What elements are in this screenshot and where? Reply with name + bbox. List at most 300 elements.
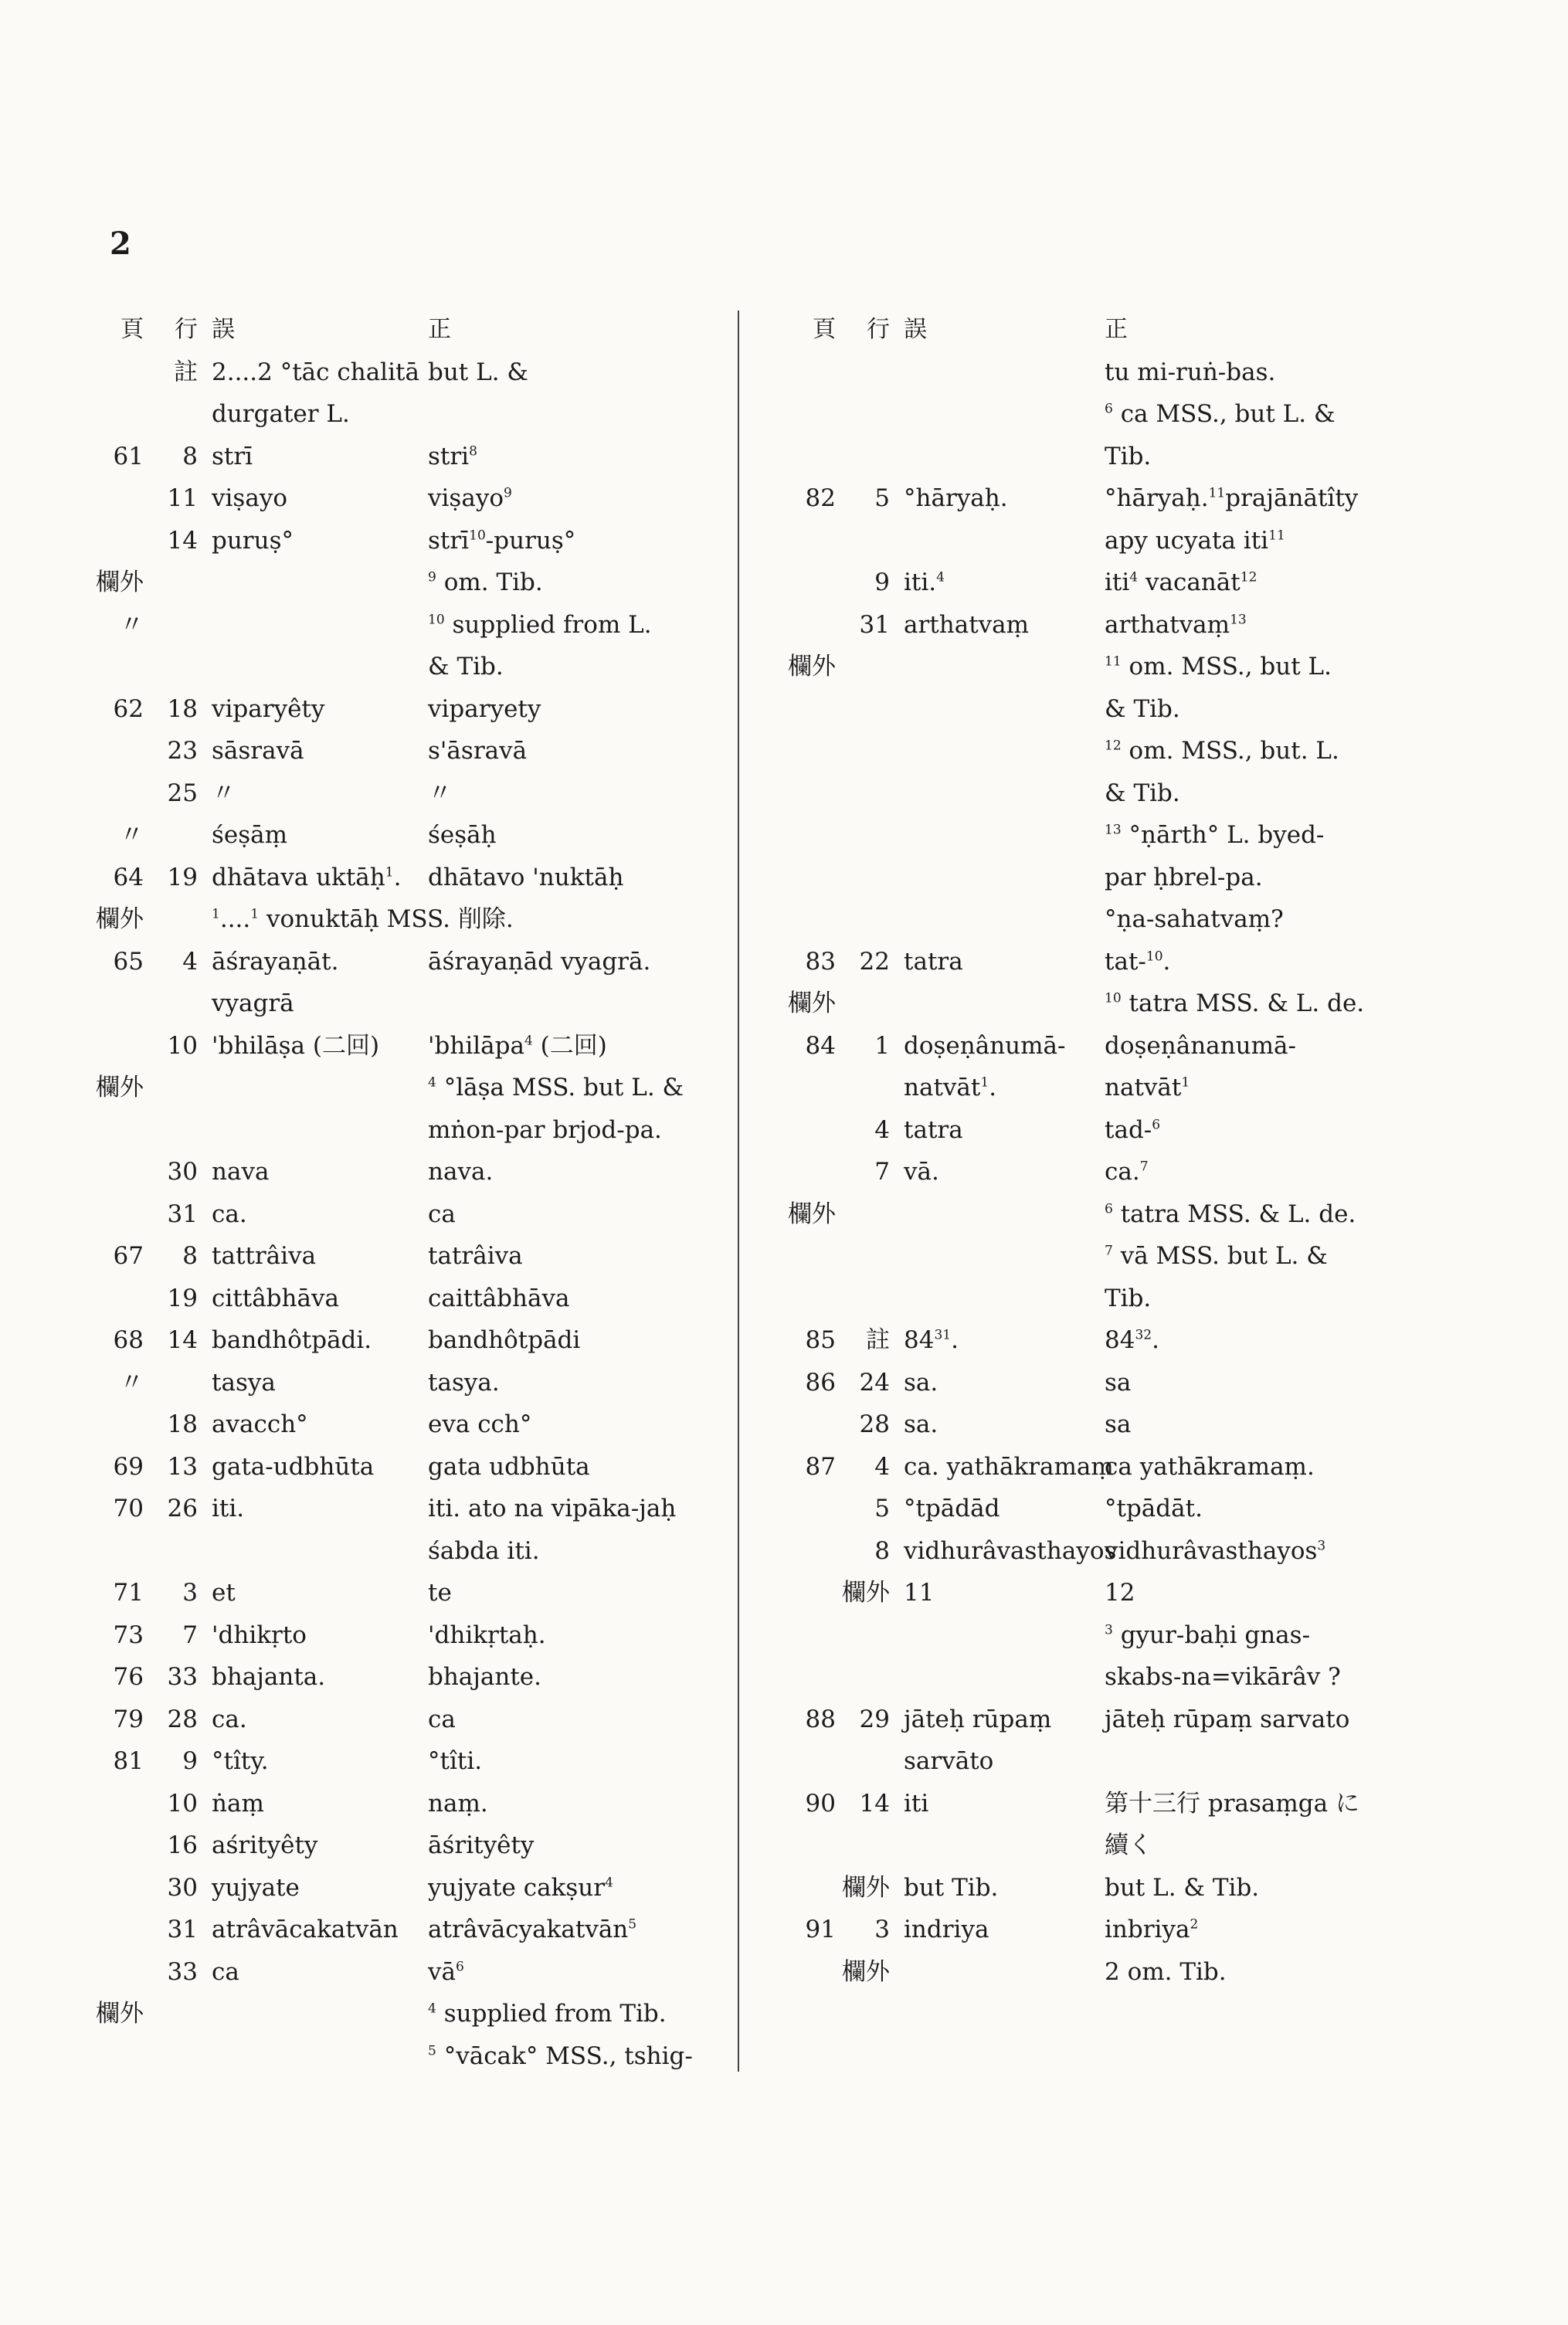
line-ref: 13 <box>167 1452 198 1481</box>
errata-row <box>788 814 1421 857</box>
errata-row <box>788 1151 1421 1193</box>
correct-reading: ca yathākramaṃ. <box>1105 1452 1315 1481</box>
page-ref: 85 <box>805 1326 836 1354</box>
correct-reading: viṣayo$^9$ <box>428 484 512 512</box>
page-number: 2 <box>110 226 131 262</box>
correct-reading: °hāryaḥ.$^{11}$prajānātîty <box>1105 484 1359 512</box>
line-ref: 5 <box>874 484 890 512</box>
header-right: 正 <box>1105 316 1128 343</box>
correct-reading: caittâbhāva <box>428 1284 570 1312</box>
errata-row <box>96 1025 729 1067</box>
errata-row <box>96 1319 729 1362</box>
page-ref: 86 <box>805 1368 836 1397</box>
correct-reading: & Tib. <box>1105 694 1180 723</box>
page-ref: 87 <box>805 1452 836 1481</box>
errata-row <box>96 1278 729 1320</box>
errata-row <box>788 562 1421 604</box>
line-ref: 8 <box>182 442 198 470</box>
errata-row <box>788 1278 1421 1320</box>
right-rows <box>788 351 1421 1994</box>
correct-reading: 第十三行 prasaṃga に <box>1105 1789 1359 1818</box>
correct-reading: viparyety <box>428 694 541 723</box>
header-row <box>96 309 729 351</box>
errata-row <box>788 436 1421 478</box>
wrong-reading: $84^{31}$. <box>904 1326 959 1354</box>
page-ref: 欄外 <box>788 653 836 681</box>
errata-row <box>96 857 729 899</box>
wrong-reading: āśrayaṇāt. <box>212 947 339 976</box>
errata-row <box>96 351 729 394</box>
correct-reading: eva cch° <box>428 1410 532 1438</box>
errata-row <box>788 1067 1421 1109</box>
page-ref: 〃 <box>120 1368 144 1397</box>
line-ref: 14 <box>859 1789 890 1818</box>
correct-reading: $^6$ ca MSS., but L. & <box>1105 400 1336 428</box>
page-ref: 67 <box>113 1242 144 1270</box>
wrong-reading: iti.$^4$ <box>904 569 945 596</box>
errata-row <box>96 1951 729 1994</box>
wrong-reading: ca. <box>212 1200 247 1228</box>
errata-row <box>96 477 729 520</box>
line-ref: 30 <box>167 1158 198 1186</box>
line-ref: 16 <box>167 1831 198 1859</box>
wrong-reading: indriya <box>904 1916 989 1943</box>
page-ref: 欄外 <box>96 569 144 596</box>
errata-row <box>96 730 729 772</box>
wrong-reading: cittâbhāva <box>212 1284 339 1312</box>
wrong-reading: ca. <box>212 1705 247 1733</box>
line-ref: 4 <box>874 1115 890 1144</box>
line-ref: 33 <box>167 1957 198 1986</box>
errata-row <box>96 1235 729 1278</box>
errata-row <box>788 1572 1421 1614</box>
wrong-reading: dhātava uktāḥ$^1$. <box>212 863 402 891</box>
errata-row <box>96 1993 729 2035</box>
line-ref: 23 <box>167 737 198 765</box>
correct-reading: naṃ. <box>428 1789 488 1818</box>
errata-row <box>788 1867 1421 1909</box>
line-ref: 11 <box>167 484 198 512</box>
line-ref: 8 <box>874 1536 890 1565</box>
errata-row <box>788 520 1421 562</box>
errata-row <box>788 1362 1421 1404</box>
errata-row <box>788 730 1421 772</box>
left-rows <box>96 351 729 2078</box>
errata-row <box>788 1656 1421 1699</box>
correct-reading: doṣeṇânanumā- <box>1105 1031 1296 1060</box>
line-ref: 28 <box>167 1705 198 1733</box>
wrong-reading: avacch° <box>212 1410 308 1438</box>
errata-row <box>788 1951 1421 1994</box>
errata-column-right <box>788 309 1421 1993</box>
page-ref: 84 <box>805 1031 836 1060</box>
page-ref: 82 <box>805 484 836 512</box>
errata-row <box>96 520 729 562</box>
correct-reading: s'āsravā <box>428 737 528 765</box>
correct-reading: arthatvaṃ$^{13}$ <box>1105 610 1247 639</box>
line-ref: 註 <box>866 1326 890 1354</box>
page-ref: 欄外 <box>96 1074 144 1101</box>
correct-reading: $^{10}$ tatra MSS. & L. de. <box>1105 989 1365 1017</box>
correct-reading: 續く <box>1105 1831 1152 1859</box>
correct-reading: 'bhilāpa$^4$ (二回) <box>428 1031 607 1060</box>
correct-reading: āśrityêty <box>428 1831 535 1859</box>
wrong-reading: strī <box>212 442 253 470</box>
page-ref: 欄外 <box>788 1200 836 1228</box>
header-wrong: 誤 <box>904 316 927 343</box>
correct-reading: apy ucyata iti$^{11}$ <box>1105 526 1285 555</box>
wrong-reading: durgater L. <box>212 400 350 428</box>
page-ref: 61 <box>113 442 144 470</box>
line-ref: 31 <box>167 1200 198 1228</box>
line-ref: 14 <box>167 526 198 555</box>
wrong-reading: sa. <box>904 1368 938 1397</box>
errata-row <box>96 1572 729 1614</box>
correct-reading: & Tib. <box>1105 779 1180 807</box>
wrong-reading: viṣayo <box>212 484 287 512</box>
correct-reading: $^6$ tatra MSS. & L. de. <box>1105 1200 1356 1228</box>
line-ref: 欄外 <box>842 1957 890 1986</box>
line-ref: 14 <box>167 1326 198 1354</box>
wrong-reading: sāsravā <box>212 737 304 765</box>
correct-reading: sa <box>1105 1410 1132 1438</box>
correct-reading: ca <box>428 1705 456 1733</box>
page-ref: 〃 <box>120 610 144 639</box>
line-ref: 18 <box>167 1410 198 1438</box>
correct-reading: śabda iti. <box>428 1536 540 1565</box>
wrong-reading: tatra <box>904 1115 963 1144</box>
line-ref: 31 <box>859 610 890 639</box>
wrong-reading: jāteḥ rūpaṃ <box>904 1705 1052 1733</box>
line-ref: 30 <box>167 1873 198 1902</box>
line-ref: 24 <box>859 1368 890 1397</box>
correct-reading: $84^{32}$. <box>1105 1326 1159 1354</box>
errata-row <box>96 646 729 688</box>
correct-reading: but L. & Tib. <box>1105 1873 1260 1902</box>
errata-row <box>96 604 729 647</box>
errata-row <box>788 351 1421 394</box>
errata-row <box>96 1488 729 1530</box>
wrong-reading: viparyêty <box>212 694 325 723</box>
page-ref: 欄外 <box>96 2000 144 2028</box>
errata-row <box>788 772 1421 815</box>
wrong-reading: ca <box>212 1957 239 1986</box>
correct-reading: mṅon-par brjod-pa. <box>428 1115 662 1144</box>
line-ref: 19 <box>167 863 198 891</box>
correct-reading: iti$^4$ vacanāt$^{12}$ <box>1105 569 1257 596</box>
header-wrong: 誤 <box>212 316 235 343</box>
errata-row <box>788 941 1421 983</box>
correct-reading: te <box>428 1579 452 1607</box>
correct-reading: sa <box>1105 1368 1132 1397</box>
page-ref: 90 <box>805 1789 836 1818</box>
wrong-reading: tatra <box>904 947 963 976</box>
header-line: 行 <box>867 316 890 343</box>
page-ref: 欄外 <box>788 989 836 1017</box>
correct-reading: par ḥbrel-pa. <box>1105 863 1263 891</box>
page-ref: 68 <box>113 1326 144 1354</box>
line-ref: 1 <box>874 1031 890 1060</box>
wrong-reading: tasya <box>212 1368 276 1397</box>
wrong-reading: doṣeṇânumā- <box>904 1031 1066 1060</box>
wrong-reading: vā. <box>904 1158 939 1186</box>
header-line: 行 <box>175 316 198 343</box>
errata-row <box>788 1446 1421 1488</box>
wrong-reading: °tpādād <box>904 1495 1000 1522</box>
column-divider <box>738 311 739 2072</box>
errata-row <box>96 1362 729 1404</box>
errata-row <box>96 1403 729 1446</box>
correct-reading: yujyate cakṣur$^4$ <box>428 1873 613 1902</box>
line-ref: 18 <box>167 694 198 723</box>
wrong-reading: bhajanta. <box>212 1663 326 1691</box>
wrong-reading: sarvāto <box>904 1747 994 1775</box>
correct-reading: ca <box>428 1200 456 1228</box>
correct-reading: $^5$ °vācak° MSS., tshig- <box>428 2042 693 2070</box>
header-right: 正 <box>428 316 451 343</box>
errata-row <box>96 1699 729 1741</box>
correct-reading: vidhurâvasthayos$^3$ <box>1105 1536 1326 1565</box>
correct-reading: nava. <box>428 1158 494 1186</box>
correct-reading: jāteḥ rūpaṃ sarvato <box>1105 1705 1350 1733</box>
correct-reading: °ṇa-sahatvaṃ? <box>1105 905 1284 933</box>
correct-reading: $^{13}$ °ṇārth° L. byed- <box>1105 821 1325 849</box>
header-page: 頁 <box>813 316 836 343</box>
errata-row <box>96 1193 729 1236</box>
line-ref: 4 <box>182 947 198 976</box>
correct-reading: tat-$^{10}$. <box>1105 947 1171 976</box>
errata-row <box>96 436 729 478</box>
line-ref: 28 <box>859 1410 890 1438</box>
wrong-reading: gata-udbhūta <box>212 1452 375 1481</box>
errata-row <box>96 1151 729 1193</box>
header-row <box>788 309 1421 351</box>
wrong-reading: iti <box>904 1789 929 1818</box>
correct-reading: bandhôtpādi <box>428 1326 581 1354</box>
errata-row <box>788 1488 1421 1530</box>
correct-reading: stri$^8$ <box>428 442 477 470</box>
wrong-reading: et <box>212 1579 236 1607</box>
correct-reading: Tib. <box>1105 1284 1152 1312</box>
errata-row <box>96 393 729 436</box>
line-ref: 19 <box>167 1284 198 1312</box>
correct-reading: dhātavo 'nuktāḥ <box>428 863 624 891</box>
errata-row <box>96 1824 729 1867</box>
page-ref: 79 <box>113 1705 144 1733</box>
wrong-reading: 11 <box>904 1579 935 1607</box>
errata-row <box>96 1530 729 1573</box>
correct-reading: $vā^6$ <box>428 1957 464 1986</box>
line-ref: 3 <box>182 1579 198 1607</box>
correct-reading: $^3$ gyur-baḥi gnas- <box>1105 1621 1311 1649</box>
wrong-reading: atrâvācakatvān <box>212 1916 399 1943</box>
errata-row <box>96 1109 729 1152</box>
errata-row <box>96 1656 729 1699</box>
line-ref: 9 <box>874 569 890 596</box>
line-ref: 26 <box>167 1495 198 1522</box>
errata-row <box>788 1235 1421 1278</box>
errata-row <box>788 1025 1421 1067</box>
correct-reading: inbriya$^2$ <box>1105 1916 1199 1943</box>
correct-reading: 12 <box>1105 1579 1135 1607</box>
correct-reading: śeṣāḥ <box>428 821 497 849</box>
wrong-reading: 'dhikṛto <box>212 1621 307 1649</box>
errata-row <box>788 688 1421 731</box>
wrong-reading: vidhurâvasthayos <box>904 1536 1117 1565</box>
wrong-reading: iti. <box>212 1495 245 1522</box>
errata-row <box>96 983 729 1025</box>
errata-row <box>788 1403 1421 1446</box>
correct-reading: $^7$ vā MSS. but L. & <box>1105 1242 1328 1270</box>
errata-row <box>788 1699 1421 1741</box>
wrong-reading: °tîty. <box>212 1747 269 1775</box>
correct-reading: $^{10}$ supplied from L. <box>428 610 652 639</box>
correct-reading: 2 om. Tib. <box>1105 1957 1227 1986</box>
correct-reading: 'dhikṛtaḥ. <box>428 1621 546 1649</box>
line-ref: 10 <box>167 1031 198 1060</box>
page-ref: 69 <box>113 1452 144 1481</box>
line-ref: 3 <box>874 1916 890 1943</box>
errata-row <box>788 646 1421 688</box>
errata-row <box>96 814 729 857</box>
correct-reading: $^9$ om. Tib. <box>428 569 543 596</box>
errata-row <box>788 898 1421 941</box>
errata-row <box>788 604 1421 647</box>
errata-row <box>788 983 1421 1025</box>
page-ref: 73 <box>113 1621 144 1649</box>
errata-row <box>96 898 729 941</box>
wrong-reading: nava <box>212 1158 270 1186</box>
line-ref: 7 <box>874 1158 890 1186</box>
correct-reading: tu mi-ruṅ-bas. <box>1105 358 1276 386</box>
errata-row <box>96 1867 729 1909</box>
errata-row <box>96 1614 729 1657</box>
errata-row <box>788 1824 1421 1867</box>
line-ref: 7 <box>182 1621 198 1649</box>
wrong-reading: natvāt$^1$. <box>904 1074 997 1101</box>
errata-row <box>788 1530 1421 1573</box>
header-page: 頁 <box>120 316 144 343</box>
page-ref: 83 <box>805 947 836 976</box>
correct-reading: atrâvācyakatvān$^5$ <box>428 1916 637 1943</box>
correct-reading: skabs-na=vikārâv ? <box>1105 1663 1341 1691</box>
errata-row <box>788 1109 1421 1152</box>
wrong-reading: sa. <box>904 1410 938 1438</box>
correct-reading: tad-$^6$ <box>1105 1115 1161 1144</box>
page-ref: 88 <box>805 1705 836 1733</box>
correct-reading: tatrâiva <box>428 1242 523 1270</box>
errata-row <box>788 393 1421 436</box>
line-ref: 33 <box>167 1663 198 1691</box>
correct-reading: ca.$^7$ <box>1105 1158 1149 1186</box>
line-ref: 註 <box>174 358 198 386</box>
errata-row <box>96 688 729 731</box>
line-ref: 31 <box>167 1916 198 1943</box>
wrong-reading: bandhôtpādi. <box>212 1326 372 1354</box>
errata-row <box>96 1067 729 1109</box>
errata-row <box>96 1783 729 1825</box>
line-ref: 9 <box>182 1747 198 1775</box>
line-ref: 10 <box>167 1789 198 1818</box>
correct-reading: strī$^{10}$-puruṣ° <box>428 526 576 555</box>
errata-column-left <box>96 309 729 2077</box>
wrong-reading: 〃 <box>212 779 236 807</box>
page-ref: 欄外 <box>96 905 144 933</box>
errata-row <box>788 1783 1421 1825</box>
correct-reading: °tîti. <box>428 1747 483 1775</box>
errata-row <box>788 1740 1421 1783</box>
wrong-reading: $^1$....$^1$ vonuktāḥ MSS. 削除. <box>212 905 514 933</box>
wrong-reading: 'bhilāṣa (二回) <box>212 1031 380 1060</box>
wrong-reading: aśrityêty <box>212 1831 318 1859</box>
errata-row <box>96 1740 729 1783</box>
correct-reading: $^4$ °lāṣa MSS. but L. & <box>428 1074 684 1101</box>
wrong-reading: yujyate <box>212 1873 300 1902</box>
wrong-reading: arthatvaṃ <box>904 610 1030 639</box>
page-ref: 71 <box>113 1579 144 1607</box>
correct-reading: but L. & <box>428 358 529 386</box>
line-ref: 欄外 <box>842 1579 890 1607</box>
errata-row <box>788 1319 1421 1362</box>
correct-reading: gata udbhūta <box>428 1452 590 1481</box>
errata-row <box>96 772 729 815</box>
errata-row <box>96 941 729 983</box>
errata-row <box>788 477 1421 520</box>
wrong-reading: ca. yathākramaṃ <box>904 1452 1114 1481</box>
wrong-reading: 2....2 °tāc chalitā <box>212 358 419 386</box>
correct-reading: 〃 <box>428 779 452 807</box>
line-ref: 22 <box>859 947 890 976</box>
line-ref: 25 <box>167 779 198 807</box>
correct-reading: iti. ato na vipāka-jaḥ <box>428 1495 677 1522</box>
line-ref: 5 <box>874 1495 890 1522</box>
errata-row <box>788 857 1421 899</box>
errata-row <box>788 1909 1421 1951</box>
wrong-reading: °hāryaḥ. <box>904 484 1008 512</box>
wrong-reading: śeṣāṃ <box>212 821 288 849</box>
page-ref: 76 <box>113 1663 144 1691</box>
wrong-reading: tattrâiva <box>212 1242 317 1270</box>
page-ref: 91 <box>805 1916 836 1943</box>
correct-reading: & Tib. <box>428 653 504 681</box>
correct-reading: natvāt$^1$ <box>1105 1074 1190 1101</box>
page-ref: 62 <box>113 694 144 723</box>
wrong-reading: ṅaṃ <box>212 1789 264 1818</box>
errata-row <box>96 562 729 604</box>
line-ref: 8 <box>182 1242 198 1270</box>
errata-row <box>96 1909 729 1951</box>
correct-reading: bhajante. <box>428 1663 542 1691</box>
errata-row <box>96 2035 729 2078</box>
page-ref: 81 <box>113 1747 144 1775</box>
page-ref: 65 <box>113 947 144 976</box>
correct-reading: °tpādāt. <box>1105 1495 1203 1522</box>
page-ref: 70 <box>113 1495 144 1522</box>
page-ref: 64 <box>113 863 144 891</box>
wrong-reading: but Tib. <box>904 1873 999 1902</box>
line-ref: 4 <box>874 1452 890 1481</box>
correct-reading: $^{11}$ om. MSS., but L. <box>1105 653 1332 681</box>
correct-reading: āśrayaṇād vyagrā. <box>428 947 651 976</box>
correct-reading: $^4$ supplied from Tib. <box>428 2000 667 2028</box>
correct-reading: tasya. <box>428 1368 500 1397</box>
errata-row <box>96 1446 729 1488</box>
correct-reading: Tib. <box>1105 442 1152 470</box>
line-ref: 29 <box>859 1705 890 1733</box>
correct-reading: $^{12}$ om. MSS., but. L. <box>1105 737 1339 765</box>
page-ref: 〃 <box>120 821 144 849</box>
line-ref: 欄外 <box>842 1873 890 1902</box>
